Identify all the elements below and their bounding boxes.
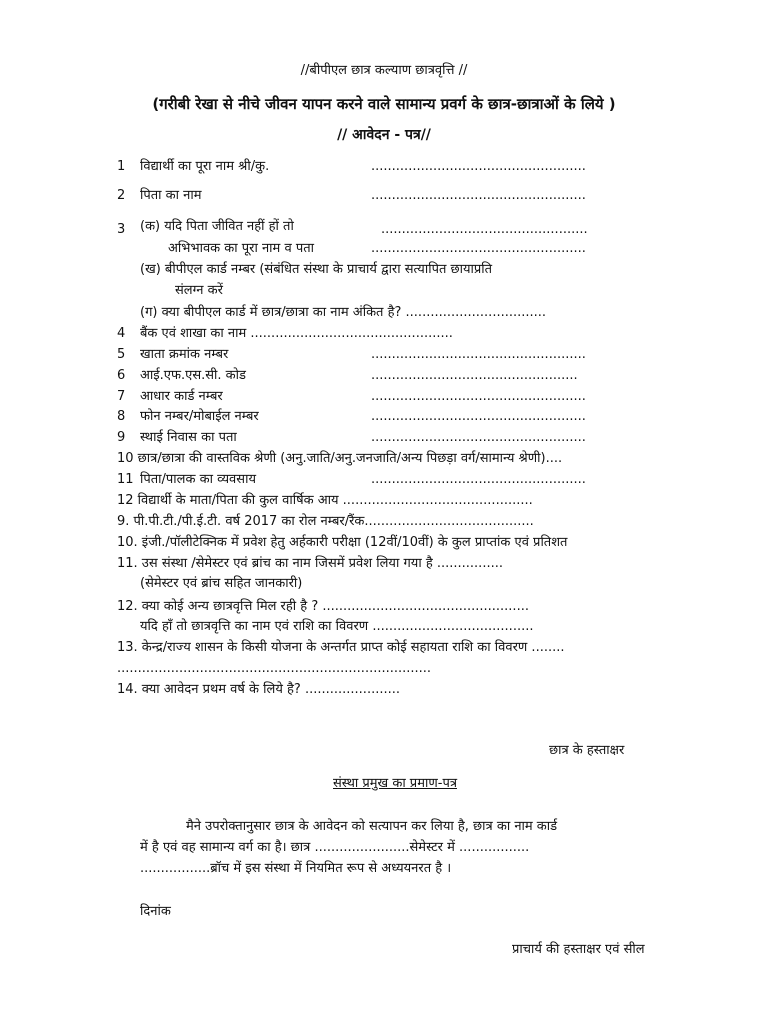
form-title: // आवेदन - पत्र// bbox=[337, 127, 431, 143]
father-name-field[interactable]: .................................................... bbox=[371, 188, 586, 203]
annual-income-field[interactable]: 12 विद्यार्थी के माता/पिता की कुल वार्षिक आय .............................................. bbox=[117, 493, 533, 508]
row-6-number: 6 bbox=[117, 368, 126, 383]
scholarship-details-field[interactable]: यदि हाँ तो छात्रवृत्ति का नाम एवं राशि का विवरण ....................................... bbox=[140, 619, 534, 634]
certificate-line-1: मैने उपरोक्तानुसार छात्र के आवेदन को सत्यापन कर लिया है, छात्र का नाम कार्ड bbox=[186, 819, 558, 834]
semester-branch-note: (सेमेस्टर एवं ब्रांच सहित जानकारी) bbox=[140, 576, 303, 591]
row-7-number: 7 bbox=[117, 389, 126, 404]
first-year-question-field[interactable]: 14. क्या आवेदन प्रथम वर्ष के लिये है? ....................... bbox=[117, 682, 400, 697]
other-scholarship-field[interactable]: 12. क्या कोई अन्य छात्रवृत्ति मिल रही है ? .................................................. bbox=[117, 599, 529, 614]
row-9-number: 9 bbox=[117, 430, 126, 445]
guardian-occupation-field[interactable]: .................................................... bbox=[371, 472, 586, 487]
student-name-field[interactable]: .................................................... bbox=[371, 159, 586, 174]
certificate-title: संस्था प्रमुख का प्रमाण-पत्र bbox=[333, 776, 457, 791]
institution-branch-field[interactable]: 11. उस संस्था /सेमेस्टर एवं ब्रांच का नाम जिसमें प्रवेश लिया गया है ................ bbox=[117, 556, 503, 571]
ifsc-code-field[interactable]: .................................................. bbox=[371, 368, 578, 383]
guardian-condition-label: (क) यदि पिता जीवित नहीं हों तो bbox=[140, 219, 294, 234]
aadhaar-number-field[interactable]: .................................................... bbox=[371, 389, 586, 404]
row-3-number: 3 bbox=[117, 222, 126, 237]
bpl-name-question[interactable]: (ग) क्या बीपीएल कार्ड में छात्र/छात्रा का नाम अंकित है? .................................. bbox=[140, 305, 547, 320]
date-label: दिनांक bbox=[140, 904, 171, 919]
permanent-address-label: स्थाई निवास का पता bbox=[140, 430, 237, 445]
phone-mobile-label: फोन नम्बर/मोबाईल नम्बर bbox=[140, 409, 259, 424]
row-1-number: 1 bbox=[117, 159, 126, 174]
qualifying-exam-marks-field[interactable]: 10. इंजी./पॉलीटेक्निक में प्रवेश हेतु अर्हकारी परीक्षा (12वीं/10वीं) के कुल प्राप्तांक एवं प्रतिशत bbox=[117, 535, 568, 550]
row-2-number: 2 bbox=[117, 188, 126, 203]
row-5-number: 5 bbox=[117, 347, 126, 362]
aadhaar-number-label: आधार कार्ड नम्बर bbox=[140, 389, 223, 404]
certificate-line-3: .................ब्रॉच में इस संस्था में नियमित रूप से अध्ययनरत है । bbox=[140, 861, 452, 876]
ifsc-code-label: आई.एफ.एस.सी. कोड bbox=[140, 368, 246, 383]
category-field[interactable]: 10 छात्र/छात्रा की वास्तविक श्रेणी (अनु.जाति/अनु.जनजाति/अन्य पिछड़ा वर्ग/सामान्य श्रेणी).... bbox=[117, 451, 563, 466]
pet-roll-number-field[interactable]: 9. पी.पी.टी./पी.ई.टी. वर्ष 2017 का रोल नम्बर/रैंक......................................... bbox=[117, 514, 534, 529]
bank-branch-field[interactable]: बैंक एवं शाखा का नाम ................................................. bbox=[140, 326, 453, 341]
guardian-condition-field[interactable]: .................................................. bbox=[381, 222, 588, 237]
row-11-number: 11 bbox=[117, 472, 134, 487]
phone-mobile-field[interactable]: .................................................... bbox=[371, 409, 586, 424]
govt-assistance-continuation[interactable]: ............................................................................ bbox=[117, 661, 432, 676]
attach-copy-label: संलग्न करें bbox=[175, 283, 223, 298]
guardian-name-address-label: अभिभावक का पूरा नाम व पता bbox=[168, 241, 314, 256]
account-number-label: खाता क्रमांक नम्बर bbox=[140, 347, 229, 362]
scheme-line: //बीपीएल छात्र कल्याण छात्रवृत्ति // bbox=[300, 63, 468, 78]
row-4-number: 4 bbox=[117, 326, 126, 341]
permanent-address-field[interactable]: .................................................... bbox=[371, 430, 586, 445]
student-signature-label: छात्र के हस्ताक्षर bbox=[549, 743, 625, 758]
bpl-card-number-label: (ख) बीपीएल कार्ड नम्बर (संबंधित संस्था के प्राचार्य द्वारा सत्यापित छायाप्रति bbox=[140, 262, 493, 277]
account-number-field[interactable]: .................................................... bbox=[371, 347, 586, 362]
father-name-label: पिता का नाम bbox=[140, 188, 202, 203]
principal-signature-label: प्राचार्य की हस्ताक्षर एवं सील bbox=[512, 942, 645, 957]
certificate-line-2: में है एवं वह सामान्य वर्ग का है। छात्र .......................सेमेस्टर में ................. bbox=[140, 840, 530, 855]
govt-assistance-field[interactable]: 13. केन्द्र/राज्य शासन के किसी योजना के अन्तर्गत प्राप्त कोई सहायता राशि का विवरण ........ bbox=[117, 640, 565, 655]
guardian-occupation-label: पिता/पालक का व्यवसाय bbox=[140, 472, 256, 487]
row-8-number: 8 bbox=[117, 409, 126, 424]
guardian-name-address-field[interactable]: .................................................... bbox=[371, 241, 586, 256]
form-subtitle: (गरीबी रेखा से नीचे जीवन यापन करने वाले सामान्य प्रवर्ग के छात्र-छात्राओं के लिये ) bbox=[152, 95, 616, 113]
student-name-label: विद्यार्थी का पूरा नाम श्री/कु. bbox=[140, 159, 270, 174]
